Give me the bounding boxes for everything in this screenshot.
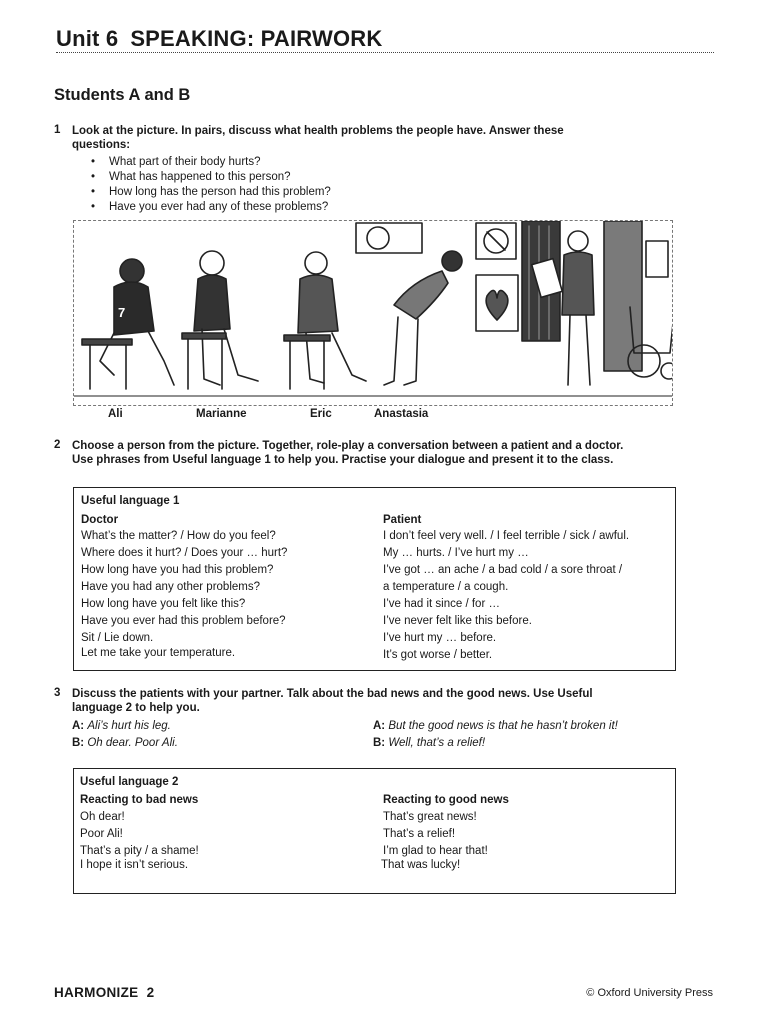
figure-anastasia xyxy=(384,251,462,385)
list-item: • What part of their body hurts? xyxy=(91,155,331,170)
waiting-room-illustration xyxy=(73,220,673,406)
name-label-eric: Eric xyxy=(310,408,332,420)
brand-name: HARMONIZE xyxy=(54,985,139,1000)
list-item: I don’t feel very well. / I feel terrible / sick / awful. xyxy=(383,530,630,542)
waiting-room-drawing xyxy=(74,221,673,406)
list-item: • How long has the person had this problem? xyxy=(91,185,331,200)
list-item: Have you ever had this problem before? xyxy=(81,615,286,627)
q3-instruction xyxy=(72,687,593,715)
list-item: I’m glad to hear that! xyxy=(383,845,488,857)
name-label-anastasia: Anastasia xyxy=(374,408,429,420)
q1-number: 1 xyxy=(54,124,61,136)
list-item: • What has happened to this person? xyxy=(91,170,331,185)
q1-line-2: questions: xyxy=(72,139,131,151)
list-item: What’s the matter? / How do you feel? xyxy=(81,530,276,542)
figure-eric xyxy=(284,252,366,389)
speaker-label: A: xyxy=(373,720,386,732)
useful-language-2-title: Useful language 2 xyxy=(80,776,179,788)
footer-copyright: © Oxford University Press xyxy=(586,987,713,999)
list-item: How long have you felt like this? xyxy=(81,598,246,610)
header-divider xyxy=(56,52,714,53)
list-item: That’s a pity / a shame! xyxy=(80,845,199,857)
hand-sanitizer xyxy=(646,241,668,277)
list-item: Sit / Lie down. xyxy=(81,632,154,644)
list-item: • Have you ever had any of these problems? xyxy=(91,200,331,215)
unit-title xyxy=(56,26,382,52)
dialogue-text: Well, that’s a relief! xyxy=(388,737,486,749)
q2-line-2: Use phrases from Useful language 1 to help you. Practise your dialogue and present it to the class. xyxy=(72,454,614,466)
list-item: I’ve hurt my … before. xyxy=(383,632,497,644)
q2-number: 2 xyxy=(54,439,61,451)
doctor-phrases xyxy=(81,528,287,662)
doctor-heading: Doctor xyxy=(81,514,119,526)
list-item: a temperature / a cough. xyxy=(383,581,509,593)
footer-brand xyxy=(54,985,154,1000)
bad-news-phrases xyxy=(80,809,199,874)
list-item: I hope it isn’t serious. xyxy=(80,859,189,871)
speaker-label: A: xyxy=(72,720,85,732)
dialogue-text: Ali’s hurt his leg. xyxy=(87,720,171,732)
unit-number: Unit 6 xyxy=(56,26,119,51)
list-item: That was lucky! xyxy=(381,859,461,871)
list-item: That’s a relief! xyxy=(383,828,456,840)
list-item: I’ve got … an ache / a bad cold / a sore throat / xyxy=(383,564,623,576)
door xyxy=(604,221,642,371)
patient-phrases xyxy=(383,528,629,664)
figure-marianne xyxy=(182,251,258,389)
figure-ali xyxy=(82,259,174,389)
good-news-heading: Reacting to good news xyxy=(383,794,509,806)
dialogue-line xyxy=(72,735,178,752)
name-label-marianne: Marianne xyxy=(196,408,247,420)
list-item: I’ve never felt like this before. xyxy=(383,615,532,627)
speaker-label: B: xyxy=(72,737,85,749)
section-heading: Students A and B xyxy=(54,86,191,104)
list-item: I’ve had it since / for … xyxy=(383,598,500,610)
good-news-phrases xyxy=(383,809,488,874)
useful-language-1-title: Useful language 1 xyxy=(81,495,180,507)
list-item: Oh dear! xyxy=(80,811,125,823)
q1-line-1: Look at the picture. In pairs, discuss what health problems the people have. Answer these xyxy=(72,125,564,137)
name-label-ali: Ali xyxy=(108,408,123,420)
q1-question-list xyxy=(91,155,331,215)
dialogue-line xyxy=(373,735,618,752)
list-item: My … hurts. / I’ve hurt my … xyxy=(383,547,529,559)
list-item: Have you had any other problems? xyxy=(81,581,260,593)
list-item: Let me take your temperature. xyxy=(81,647,236,659)
example-dialogue-bad-news xyxy=(72,718,178,752)
example-dialogue-good-news xyxy=(373,718,618,752)
q2-line-1: Choose a person from the picture. Together, role-play a conversation between a patient and a doctor. xyxy=(72,440,624,452)
dialogue-line xyxy=(373,718,618,735)
q3-line-2: language 2 to help you. xyxy=(72,702,200,714)
list-item: Poor Ali! xyxy=(80,828,123,840)
q1-instruction xyxy=(72,124,564,152)
dialogue-text: But the good news is that he hasn’t broken it! xyxy=(388,720,618,732)
brand-level: 2 xyxy=(146,985,155,1000)
dialogue-text: Oh dear. Poor Ali. xyxy=(87,737,178,749)
shirt-number: 7 xyxy=(118,305,126,320)
q3-line-1: Discuss the patients with your partner. Talk about the bad news and the good news. Use Useful xyxy=(72,688,593,700)
dialogue-line xyxy=(72,718,178,735)
speaker-label: B: xyxy=(373,737,386,749)
list-item: That’s great news! xyxy=(383,811,477,823)
list-item: Where does it hurt? / Does your … hurt? xyxy=(81,547,288,559)
list-item: How long have you had this problem? xyxy=(81,564,274,576)
patient-heading: Patient xyxy=(383,514,422,526)
bad-news-heading: Reacting to bad news xyxy=(80,794,199,806)
q3-number: 3 xyxy=(54,687,61,699)
unit-heading: SPEAKING: PAIRWORK xyxy=(130,26,383,51)
list-item: It’s got worse / better. xyxy=(383,649,493,661)
q2-instruction xyxy=(72,439,623,467)
